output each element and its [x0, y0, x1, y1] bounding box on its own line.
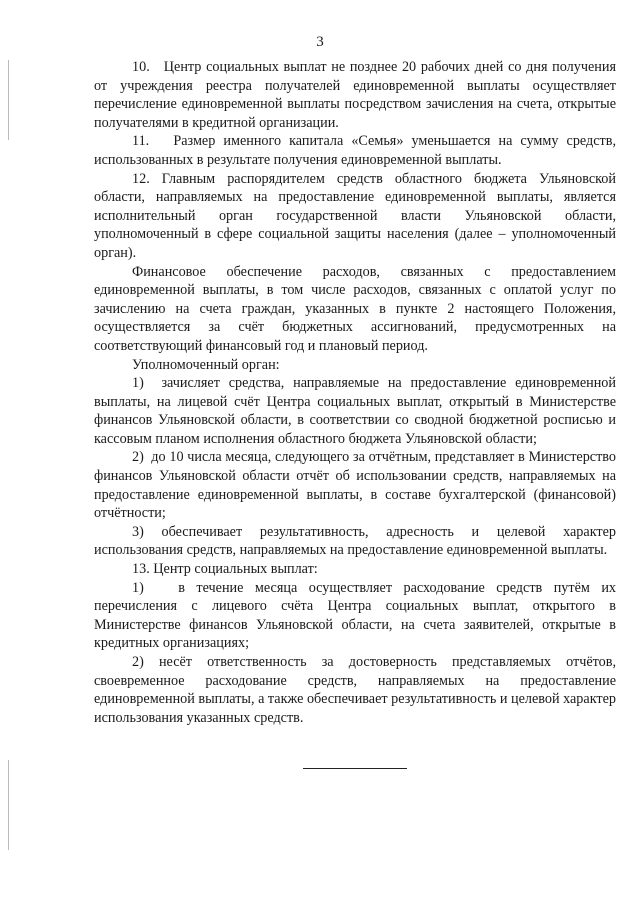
- document-body: [94, 58, 616, 727]
- list-item-authorized-1: 1) зачисляет средства, направляемые на предоставление единовременной выплаты, на лицевой счёт Центра социальных выплат, открытый в Министерстве финансов Ульяновской области, в соответствии со сводной бюджетной росписью и кассовым планом исполнения областного бюджета Ульяновской области;: [94, 375, 616, 447]
- page-number: 3: [316, 34, 324, 50]
- list-item-authorized-3: 3) обеспечивает результативность, адресность и целевой характер использования средств, направляемых на предоставление единовременной выплаты.: [94, 523, 616, 559]
- list-item-center-2: 2) несёт ответственность за достоверность представляемых отчётов, своевременное расходование средств, направляемых на предоставление единовременной выплаты, а также обеспечивает результативность и целевой характер использования указанных средств.: [94, 654, 616, 726]
- paragraph-10: 10. Центр социальных выплат не позднее 20 рабочих дней со дня получения от учреждения реестра получателей единовременной выплаты осуществляет перечисление единовременной выплаты посредством зачисления на счета, открытые получателями в кредитной организации.: [94, 59, 616, 131]
- paragraph-11: 11. Размер именного капитала «Семья» уменьшается на сумму средств, использованных в результате получения единовременной выплаты.: [94, 133, 616, 168]
- paragraph-authorized-body: Уполномоченный орган:: [132, 356, 280, 373]
- closing-divider: [303, 768, 407, 769]
- paragraph-13: 13. Центр социальных выплат:: [132, 561, 318, 578]
- scan-artifact: [8, 760, 9, 850]
- paragraph-12: 12. Главным распорядителем средств областного бюджета Ульяновской области, направляемых на предоставление единовременной выплаты, является исполнительный орган государственной власти Ульяновской области, уполномоченный в сфере социальной защиты населения (далее – уполномоченный орган).: [94, 170, 616, 261]
- paragraph-financing: Финансовое обеспечение расходов, связанных с предоставлением единовременной выплаты, в том числе расходов, связанных с оплатой услуг по зачислению на счета граждан, указанных в пункте 2 настоящего Положения, осуществляется за счёт бюджетных ассигнований, предусмотренных на соответствующий финансовый год и плановый период.: [94, 263, 616, 354]
- scan-artifact: [8, 60, 9, 140]
- list-item-authorized-2: 2) до 10 числа месяца, следующего за отчётным, представляет в Министерство финансов Ульяновской области отчёт об использовании средств, направляемых на предоставление единовременной выплаты, в составе бухгалтерской (финансовой) отчётности;: [94, 449, 616, 522]
- list-item-center-1: 1) в течение месяца осуществляет расходование средств путём их перечисления с лицевого счёта Центра социальных выплат, открытого в Министерстве финансов Ульяновской области, на счета заявителей, открытые в кредитных организациях;: [94, 579, 616, 652]
